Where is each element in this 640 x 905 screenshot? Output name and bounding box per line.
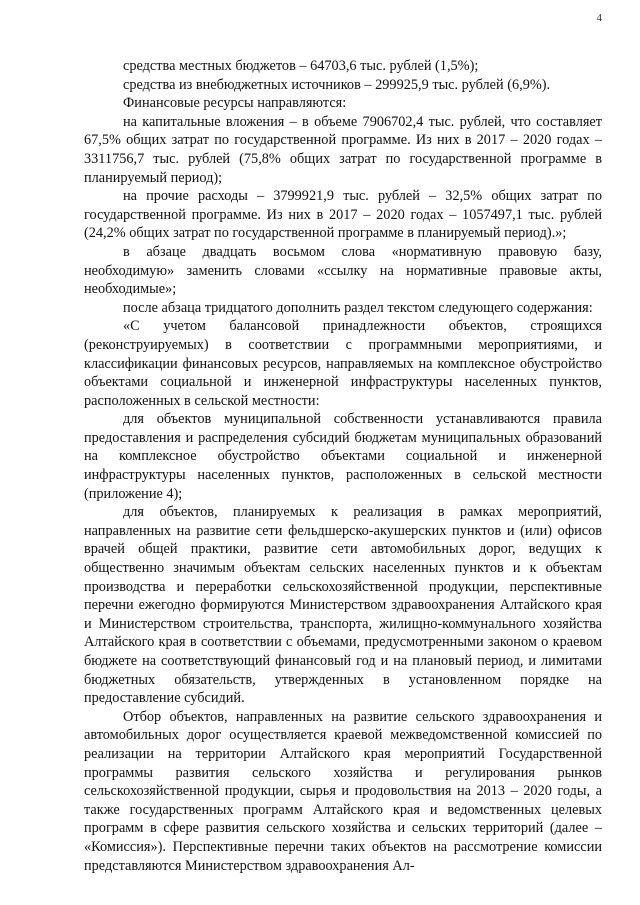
page-number: 4 (596, 12, 602, 24)
paragraph-extrabudgetary: средства из внебюджетных источников – 299925,9 тыс. рублей (6,9%). (123, 76, 551, 93)
paragraph-capital-investments: на капитальные вложения – в объеме 7906702,4 тыс. рублей, что составляет 67,5% общих затрат по государственной программе. Из них в 2017 – 2020 годах – 3311756,7 тыс. рублей (75,8% общих затрат по государственной программе в планируемый период); (84, 113, 602, 186)
paragraph-amendment-28: в абзаце двадцать восьмом слова «нормативную правовую базу, необходимую» заменить словами «ссылку на нормативные правовые акты, необходимые»; (84, 243, 602, 298)
paragraph-amendment-30: после абзаца тридцатого дополнить раздел текстом следующего содержания: (123, 299, 593, 316)
paragraph-selection-commission: Отбор объектов, направленных на развитие сельского здравоохранения и автомобильных дорог осуществляется краевой межведомственной комиссией по реализации на территории Алтайского края мероприятий Государственной программы развития сельского хозяйства и регулирования рынков сельскохозяйственной продукции, сырья и продовольствия на 2013 – 2020 годы, а также государственных программ Алтайского края и ведомственных целевых программ в сфере развития сельского хозяйства и сельских территорий (далее – «Комиссия»). Перспективные перечни таких объектов на рассмотрение комиссии представляются Министерством здравоохранения Ал- (84, 708, 602, 874)
paragraph-municipal-objects: для объектов муниципальной собственности устанавливаются правила предоставления и распределения субсидий бюджетам муниципальных образований на комплексное обустройство объектами социальной и инженерной инфраструктуры населенных пунктов, расположенных в сельской местности (приложение 4); (84, 411, 602, 502)
paragraph-other-expenses: на прочие расходы – 3799921,9 тыс. рублей – 32,5% общих затрат по государственной программе. Из них в 2017 – 2020 годах – 1057497,1 тыс. рублей (24,2% общих затрат по государственной программе в планируемый период).»; (84, 188, 602, 242)
paragraph-balance-ownership: «С учетом балансовой принадлежности объектов, строящихся (реконструируемых) в соответствии с программными мероприятиями, и классификации финансовых ресурсов, направляемых на комплексное обустройство объектами социальной и инженерной инфраструктуры населенных пунктов, расположенных в сельской местности: (84, 318, 602, 409)
paragraph-local-budgets: средства местных бюджетов – 64703,6 тыс. рублей (1,5%); (123, 58, 479, 74)
paragraph-planned-objects: для объектов, планируемых к реализация в рамках мероприятий, направленных на развитие сети фельдшерско-акушерских пунктов и (или) офисов врачей общей практики, развитие сети автомобильных дорог, ведущих к общественно значимым объектам сельских населенных пунктов и к объектам производства и переработки сельскохозяйственной продукции, перспективные перечни ежегодно формируются Министерством здравоохранения Алтайского края и Министерством строительства, транспорта, жилищно-коммунального хозяйства Алтайского края в соответствии с объемами, предусмотренными законом о краевом бюджете на соответствующий финансовый год и на плановый период, и лимитами бюджетных обязательств, утвержденных в установленном порядке на предоставление субсидий. (84, 504, 602, 707)
document-body (84, 57, 602, 875)
paragraph-resources-directed: Финансовые ресурсы направляются: (123, 95, 347, 112)
